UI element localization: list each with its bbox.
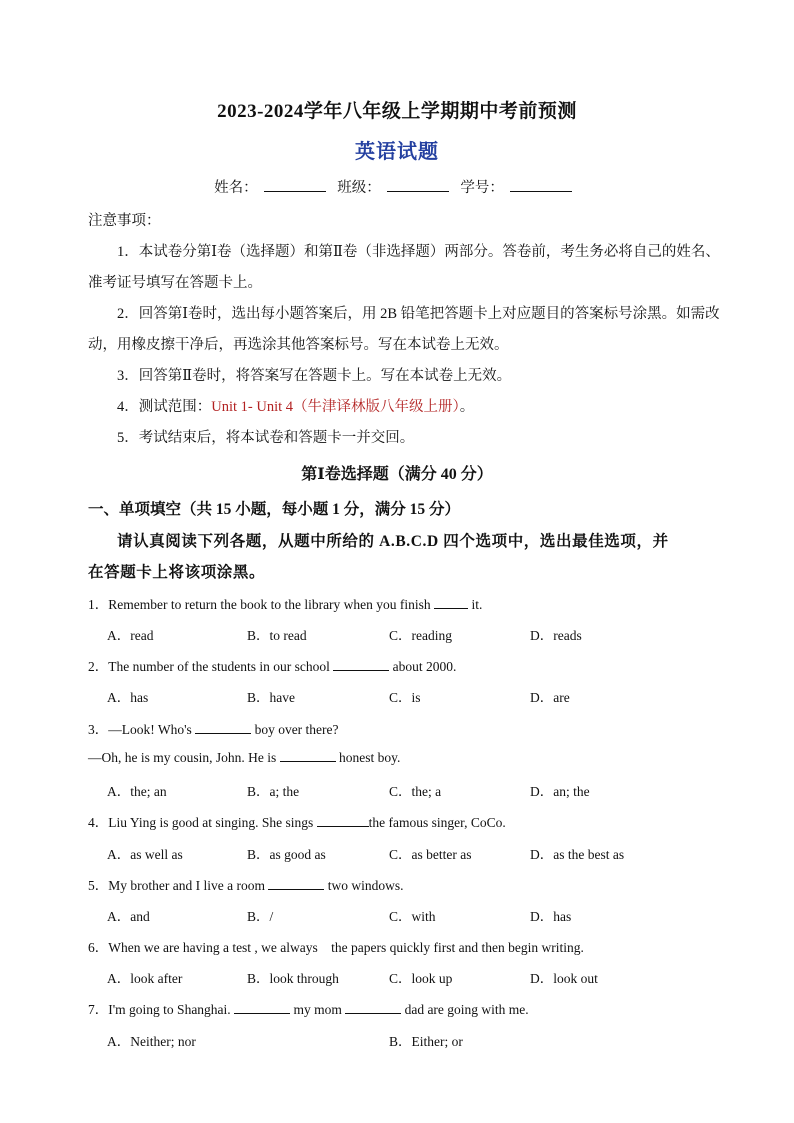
question-7-text-mid: my mom	[290, 1002, 346, 1017]
note-3: 3．回答第Ⅱ卷时，将答案写在答题卡上。写在本试卷上无效。	[117, 368, 512, 384]
exam-subtitle: 英语试题	[355, 141, 439, 163]
student-info-line	[0, 176, 794, 197]
question-6-stem	[88, 936, 584, 956]
question-5-stem	[88, 874, 403, 894]
test-range: Unit 1- Unit 4（牛津译林版八年级上册）	[211, 399, 460, 415]
question-4-option-c: C．as better as	[389, 847, 472, 862]
question-5-option-c: C．with	[389, 909, 436, 924]
question-3-text-a: 3．—Look! Who's	[88, 722, 196, 737]
question-2-blank	[333, 658, 389, 671]
name-label: 姓名：	[214, 180, 258, 196]
question-6-option-d: D．look out	[530, 971, 598, 986]
question-3-stem	[88, 718, 339, 738]
question-3-option-d: D．an; the	[530, 784, 590, 799]
question-7-option-b: B．Either; or	[389, 1034, 463, 1049]
part-heading: 一、单项填空（共 15 小题，每小题 1 分，满分 15 分）	[88, 501, 461, 518]
question-1-option-b: B．to read	[247, 628, 307, 643]
question-2-text-b: about 2000.	[389, 659, 457, 674]
question-5-text-b: two windows.	[324, 878, 404, 893]
question-4-option-b: B．as good as	[247, 847, 326, 862]
question-1-text-b: it.	[468, 597, 483, 612]
question-3-text-c: —Oh, he is my cousin, John. He is	[88, 750, 280, 765]
class-blank[interactable]	[387, 179, 449, 192]
question-3-text-b: boy over there?	[251, 722, 339, 737]
note-2-line-1: 2．回答第Ⅰ卷时，选出每小题答案后，用 2B 铅笔把答题卡上对应题目的答案标号涂黑。如需改	[117, 306, 720, 322]
note-4-suffix: 。	[459, 399, 475, 415]
question-3-option-c: C．the; a	[389, 784, 442, 799]
note-5: 5．考试结束后，将本试卷和答题卡一并交回。	[117, 430, 415, 446]
note-2-line-2: 动，用橡皮擦干净后，再选涂其他答案标号。写在本试卷上无效。	[88, 337, 509, 353]
question-3-option-b: B．a; the	[247, 784, 300, 799]
question-7-blank-2	[345, 1001, 401, 1014]
question-7-text-a: 7．I'm going to Shanghai.	[88, 1002, 235, 1017]
question-5-option-a: A．and	[107, 909, 150, 924]
question-7-text-b: dad are going with me.	[401, 1002, 529, 1017]
question-1-option-d: D．reads	[530, 628, 582, 643]
question-2-option-d: D．are	[530, 690, 570, 705]
note-1-line-1: 1．本试卷分第Ⅰ卷（选择题）和第Ⅱ卷（非选择题）两部分。答卷前，考生务必将自己的姓名、	[117, 244, 720, 260]
question-2-option-b: B．have	[247, 690, 295, 705]
question-5-text-a: 5．My brother and I live a room	[88, 878, 269, 893]
question-1-option-a: A．read	[107, 628, 154, 643]
question-7-stem	[88, 998, 529, 1018]
question-7-option-a: A．Neither; nor	[107, 1034, 196, 1049]
question-2-stem	[88, 655, 456, 675]
question-6-option-a: A．look after	[107, 971, 183, 986]
question-1-blank	[434, 596, 468, 609]
question-5-option-d: D．has	[530, 909, 572, 924]
question-3-text-d: honest boy.	[335, 750, 401, 765]
question-4-option-a: A．as well as	[107, 847, 183, 862]
question-3-blank-1	[195, 721, 251, 734]
id-label: 学号：	[460, 180, 504, 196]
instruction-line-2: 在答题卡上将该项涂黑。	[88, 564, 266, 581]
note-4	[117, 395, 474, 416]
question-6-text-b: the papers quickly first and then begin writing.	[331, 940, 584, 955]
question-2-option-c: C．is	[389, 690, 421, 705]
question-6-option-c: C．look up	[389, 971, 453, 986]
name-blank[interactable]	[264, 179, 326, 192]
question-3-blank-2	[280, 749, 336, 762]
question-2-text-a: 2．The number of the students in our school	[88, 659, 334, 674]
id-blank[interactable]	[510, 179, 572, 192]
note-4-prefix: 4．测试范围：	[117, 399, 212, 415]
question-1-option-c: C．reading	[389, 628, 452, 643]
notes-heading: 注意事项：	[88, 213, 161, 229]
question-5-blank	[268, 877, 324, 890]
question-4-text-a: 4．Liu Ying is good at singing. She sings	[88, 815, 317, 830]
question-3-option-a: A．the; an	[107, 784, 167, 799]
question-1-stem	[88, 593, 482, 613]
question-4-blank	[317, 814, 369, 827]
question-4-stem	[88, 811, 506, 831]
question-6-option-b: B．look through	[247, 971, 339, 986]
exam-title: 2023-2024学年八年级上学期期中考前预测	[217, 101, 577, 122]
question-5-option-b: B．/	[247, 909, 274, 924]
class-label: 班级：	[337, 180, 381, 196]
section-heading: 第Ⅰ卷选择题（满分 40 分）	[301, 466, 493, 483]
instruction-line-1: 请认真阅读下列各题，从题中所给的 A.B.C.D 四个选项中，选出最佳选项，并	[117, 533, 669, 550]
question-7-blank-1	[234, 1001, 290, 1014]
question-2-option-a: A．has	[107, 690, 149, 705]
note-1-line-2: 准考证号填写在答题卡上。	[88, 275, 262, 291]
question-6-text-a: 6．When we are having a test , we always	[88, 940, 322, 955]
question-3-stem-line-2	[88, 749, 400, 766]
question-4-text-b: the famous singer, CoCo.	[368, 815, 506, 830]
question-4-option-d: D．as the best as	[530, 847, 625, 862]
question-1-text-a: 1．Remember to return the book to the library when you finish	[88, 597, 435, 612]
